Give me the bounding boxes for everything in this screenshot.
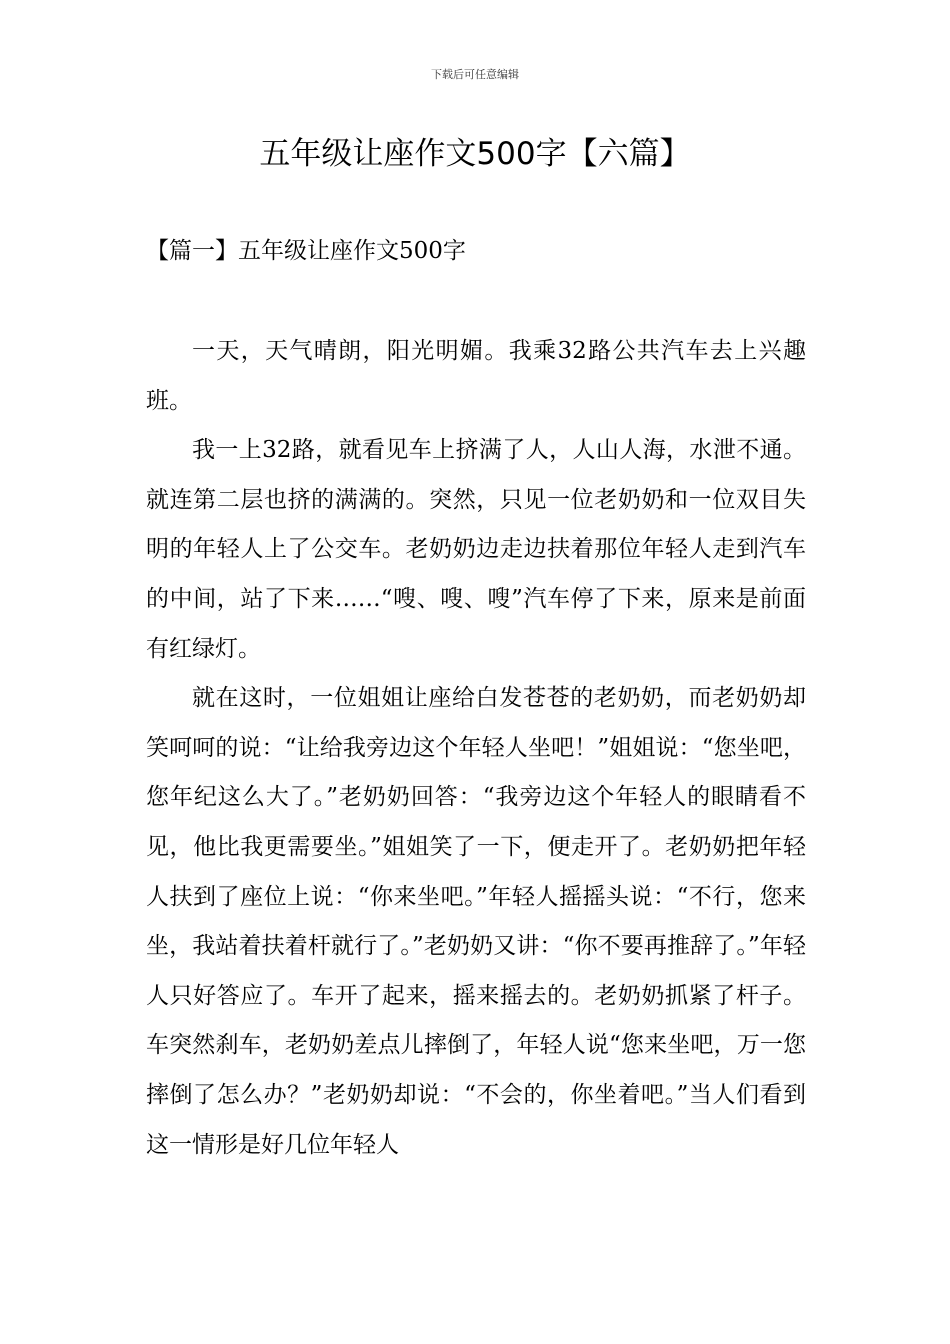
header-note: 下载后可任意编辑 <box>431 68 519 81</box>
paragraph: 我一上32路，就看见车上挤满了人，人山人海，水泄不通。就连第二层也挤的满满的。突然，只见一位老奶奶和一位双目失明的年轻人上了公交车。老奶奶边走边扶着那位年轻人走到汽车的中间，站了下来……“嗖、嗖、嗖”汽车停了下来，原来是前面有红绿灯。 <box>146 437 806 662</box>
paragraph: 一天，天气晴朗，阳光明媚。我乘32路公共汽车去上兴趣班。 <box>146 338 806 414</box>
section-heading: 【篇一】五年级让座作文500字 <box>146 238 466 264</box>
paragraph: 就在这时，一位姐姐让座给白发苍苍的老奶奶，而老奶奶却笑呵呵的说：“让给我旁边这个年轻人坐吧！”姐姐说：“您坐吧，您年纪这么大了。”老奶奶回答：“我旁边这个年轻人的眼睛看不见，他比我更需要坐。”姐姐笑了一下，便走开了。老奶奶把年轻人扶到了座位上说：“你来坐吧。”年轻人摇摇头说：“不行，您来坐，我站着扶着杆就行了。”老奶奶又讲：“你不要再推辞了。”年轻人只好答应了。车开了起来，摇来摇去的。老奶奶抓紧了杆子。车突然刹车，老奶奶差点儿摔倒了，年轻人说“您来坐吧，万一您摔倒了怎么办？”老奶奶却说：“不会的，你坐着吧。”当人们看到这一情形是好几位年轻人 <box>146 685 806 1158</box>
article-body <box>146 327 806 1170</box>
page-title: 五年级让座作文500字【六篇】 <box>259 136 691 172</box>
